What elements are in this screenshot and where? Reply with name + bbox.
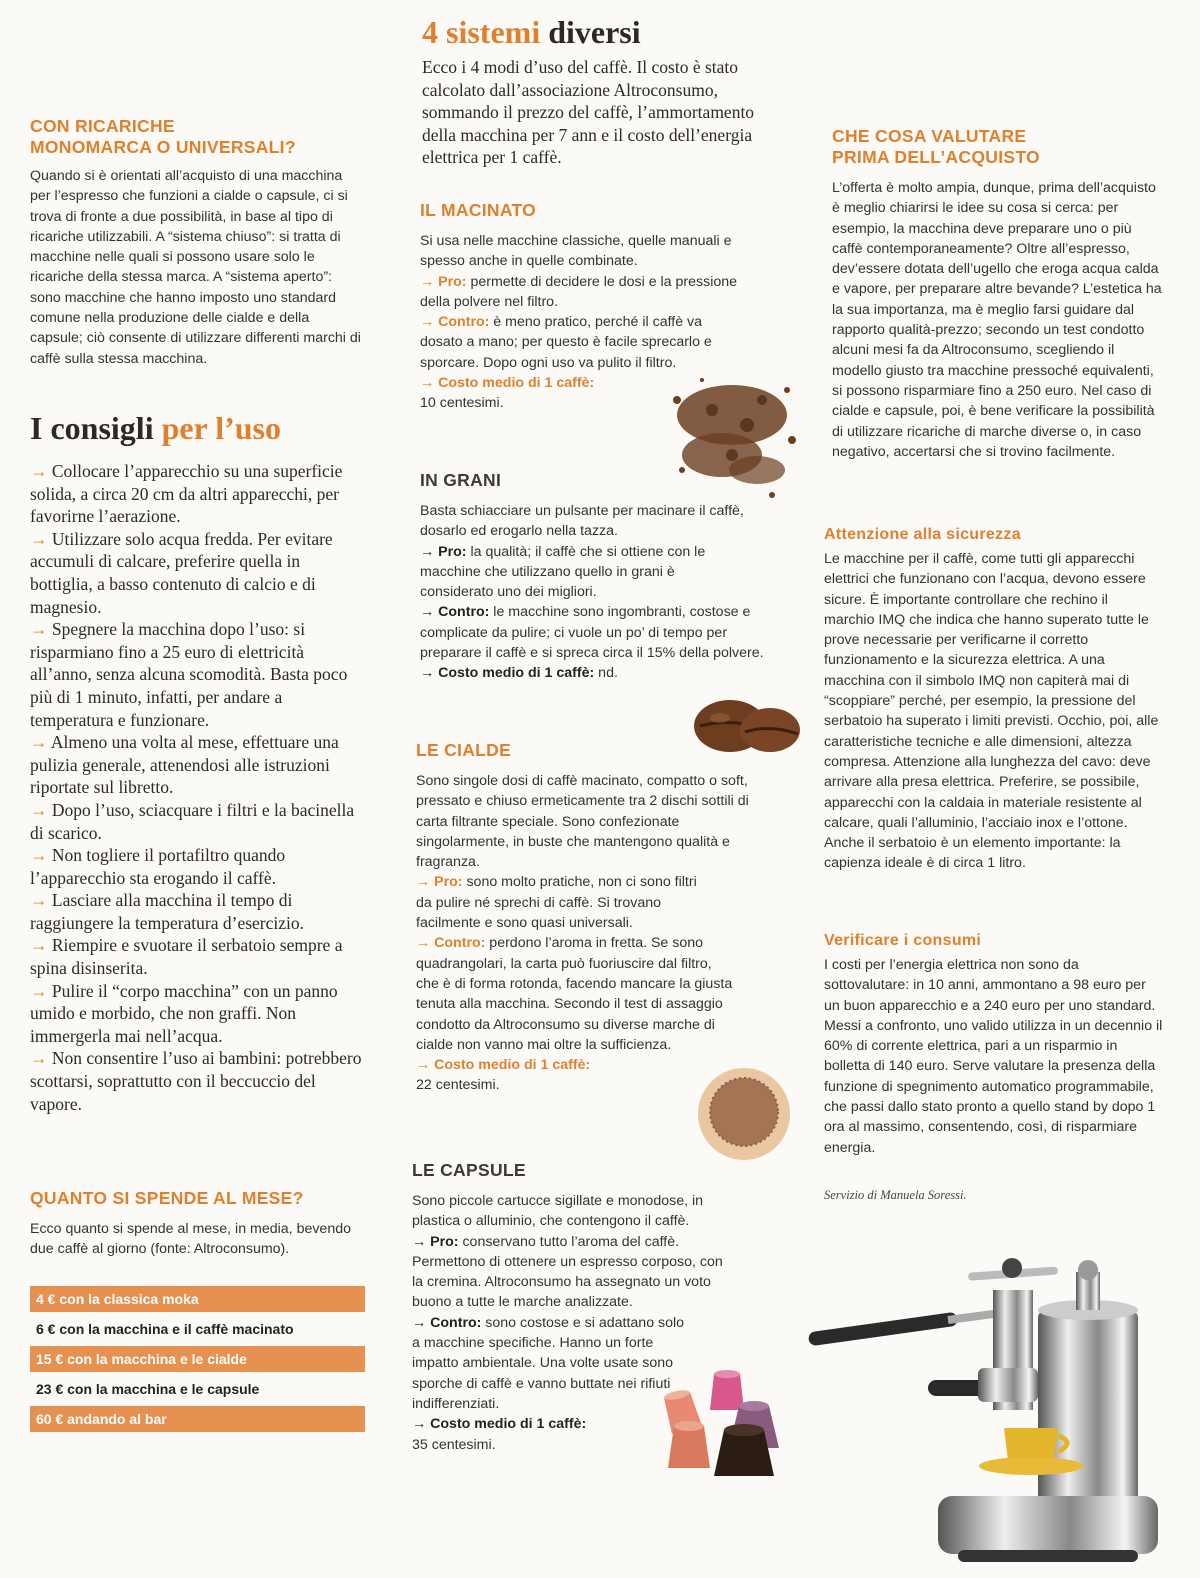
tip-text: Collocare l’apparecchio su una superficie solida, a circa 20 cm da altri apparecchi, per favorirne l’aerazione. bbox=[30, 461, 343, 527]
macinato-pro bbox=[420, 272, 770, 313]
contro-label-text: Contro: bbox=[434, 935, 486, 952]
tip-item bbox=[30, 528, 365, 618]
tip-item bbox=[30, 731, 365, 799]
contro-label: → Contro: bbox=[416, 935, 486, 952]
arrow-icon: → bbox=[30, 1048, 48, 1069]
ricariche-body: Quando si è orientati all’acquisto di una macchina per l’espresso che funzioni a cialde o capsule, ci si trova di fronte a due possibilità, in base al tipo di ricariche utilizzabili. A “sistema chiuso”: si tratta di macchine nelle quali si possono usare solo le ricariche della stessa marca. A “sistema aperto”: sono macchine che hanno imposto uno standard comune nella produzione delle cialde e della capsule; ciò consente di utilizzare differenti marchi di caffè sulla stessa macchina. bbox=[30, 168, 361, 367]
coffee-pod-image bbox=[694, 1062, 792, 1162]
sistemi-title-accent: 4 sistemi bbox=[422, 14, 541, 50]
valutare-body: L’offerta è molto ampia, dunque, prima dell’acquisto è meglio chiarirsi le idee su cosa si cerca: per esempio, la macchina deve preparare uno o più caffè contemporaneamente? Oltre all’espresso, dev’essere dotata dell’ugello che eroga acqua calda e vapore, per preparare altre bevande? L’estetica ha la sua importanza, ma è meglio farsi guidare dal rapporto qualità-prezzo; secondo un test condotto alcuni mesi fa da Altroconsumo, scegliendo il modello giusto tra macchine pressoché equivalenti, si possono risparmiare fino a 250 euro. Nel caso di cialde e capsule, poi, è bene verificare la possibilità di utilizzare ricariche di marche diverse o, in caso negativo, accertarsi che si trovino facilmente. bbox=[832, 180, 1162, 460]
arrow-icon: → bbox=[30, 799, 48, 820]
spesa-row: 15 € con la macchina e le cialde bbox=[30, 1346, 365, 1372]
cialde-pro bbox=[416, 872, 716, 933]
costo-label: → Costo medio di 1 caffè: bbox=[420, 375, 595, 392]
spesa-table bbox=[30, 1286, 365, 1432]
ricariche-title-line1: CON RICARICHE bbox=[30, 116, 175, 136]
tip-text: Utilizzare solo acqua fredda. Per evitare accumuli di calcare, preferire quella in bottiglia, a basso contenuto di calcio e di magnesio. bbox=[30, 528, 333, 617]
capsule-costo-value: 35 centesimi. bbox=[412, 1436, 496, 1453]
contro-label: → Contro: bbox=[420, 604, 490, 621]
tip-text: Spegnere la macchina dopo l’uso: si risparmiano fino a 25 euro di elettricità all’anno, senza alcuna scomodità. Basta poco più di 1 minuto, infatti, per andare a temperatura e funzionare. bbox=[30, 619, 348, 730]
grani-costo-value: nd. bbox=[594, 665, 618, 682]
cialde-intro: Sono singole dosi di caffè macinato, compatto o soft, pressato e chiuso ermeticamente tra 2 dischi sottili di carta filtrante speciale. Sono confezionate singolarmente, in buste che mantengono qualità e fragranza. bbox=[416, 773, 749, 871]
tip-item bbox=[30, 799, 365, 844]
arrow-icon: → bbox=[30, 528, 48, 549]
consigli-title-plain: I consigli bbox=[30, 410, 162, 446]
pro-label-text: Pro: bbox=[438, 543, 467, 560]
capsule-contro-text: sono costose e si adattano solo a macchine specifiche. Hanno un forte impatto ambientale. Una volte usate sono sporche di caffè e vanno buttate nei rifiuti indifferenziati. bbox=[412, 1314, 685, 1412]
valutare-title-line1: CHE COSA VALUTARE bbox=[832, 126, 1027, 146]
sistemi-title-plain: diversi bbox=[540, 14, 641, 50]
sistemi-header bbox=[422, 14, 802, 169]
pro-label-text: Pro: bbox=[430, 1233, 459, 1250]
espresso-machine-image bbox=[808, 1250, 1168, 1570]
cialde-pro-text: sono molto pratiche, non ci sono filtri da pulire né sprechi di caffè. Si trovano facilmente e sono quasi universali. bbox=[416, 874, 697, 932]
tip-text: Non consentire l’uso ai bambini: potrebbero scottarsi, soprattutto con il beccuccio del vapore. bbox=[30, 1048, 362, 1114]
credit-line: Servizio di Manuela Soressi. bbox=[824, 1188, 967, 1202]
capsule-title: LE CAPSULE bbox=[412, 1160, 526, 1180]
tip-item bbox=[30, 460, 365, 528]
sicurezza-body: Le macchine per il caffè, come tutti gli apparecchi elettrici che funzionano con l’acqua, devono essere sicure. È importante controllare che rechino il marchio IMQ che indica che hanno superato tutte le prove necessarie per verificarne il corretto funzionamento e la sicurezza elettrica. A una macchina con il simbolo IMQ non capiterà mai di “scoppiare” perché, per esempio, la pressione del serbatoio ha superato i limiti previsti. Occhio, poi, alle caratteristiche tecniche e alle dimensioni, altezza compresa. Attenzione alla lunghezza del cavo: deve arrivare alla presa elettrica. Preferire, se possibile, apparecchi con la caldaia in materiale resistente al calcare, quali l’alluminio, l’acciaio inox e l’ottone. Anche il serbatoio è un elemento importante: la capienza ideale è di circa 1 litro. bbox=[824, 551, 1159, 872]
sistemi-title bbox=[422, 14, 802, 50]
ricariche-title-line2: MONOMARCA O UNIVERSALI? bbox=[30, 137, 296, 157]
contro-label: → Contro: bbox=[420, 314, 490, 331]
macinato-contro-text: è meno pratico, perché il caffè va dosato a mano; per questo è facile sprecarlo e sporcare. Dopo ogni uso va pulito il filtro. bbox=[420, 314, 712, 371]
pro-label-text: Pro: bbox=[434, 874, 463, 891]
macinato-pro-text: permette di decidere le dosi e la pressione della polvere nel filtro. bbox=[420, 273, 738, 310]
spesa-row: 4 € con la classica moka bbox=[30, 1286, 365, 1312]
capsule-pro-text: conservano tutto l’aroma del caffè. Permettono di ottenere un espresso corposo, con la cremina. Altroconsumo ha assegnato un voto buono a tutte le marche analizzate. bbox=[412, 1233, 723, 1311]
spesa-row: 6 € con la macchina e il caffè macinato bbox=[36, 1320, 294, 1337]
pro-label: → Pro: bbox=[412, 1233, 459, 1250]
spesa-title: QUANTO SI SPENDE AL MESE? bbox=[30, 1188, 304, 1208]
arrow-icon: → bbox=[30, 619, 48, 640]
sicurezza-section bbox=[824, 524, 1159, 874]
costo-label: → Costo medio di 1 caffè: bbox=[420, 665, 595, 682]
contro-label-text: Contro: bbox=[430, 1314, 482, 1331]
grani-contro bbox=[420, 602, 770, 663]
spesa-row: 23 € con la macchina e le capsule bbox=[36, 1380, 260, 1397]
pro-label: → Pro: bbox=[416, 874, 463, 891]
ricariche-section bbox=[30, 116, 365, 369]
capsule-intro: Sono piccole cartucce sigillate e monodose, in plastica o alluminio, che contengono il caffè. bbox=[412, 1193, 704, 1230]
arrow-icon: → bbox=[30, 890, 48, 911]
cialde-contro-text: perdono l’aroma in fretta. Se sono quadrangolari, la carta può fuoriuscire dal filtro, che è di forma rotonda, facendo mancare la giusta tenuta alla macchina. Secondo il test di assaggio condotto da Altroconsumo su diverse marche di cialde non vanno mai oltre la sufficienza. bbox=[416, 935, 733, 1053]
pro-label-text: Pro: bbox=[438, 273, 467, 290]
costo-label: → Costo medio di 1 caffè: bbox=[416, 1057, 591, 1074]
arrow-icon: → bbox=[30, 980, 48, 1001]
costo-label-text: Costo medio di 1 caffè: bbox=[434, 1057, 591, 1074]
consigli-title bbox=[30, 410, 365, 446]
arrow-icon: → bbox=[30, 732, 48, 753]
grani-contro-text: le macchine sono ingombranti, costose e complicate da pulire; ci vuole un po’ di tempo per preparare il caffè e si spreca circa il 15% della polvere. bbox=[420, 604, 764, 662]
consigli-section bbox=[30, 410, 365, 1115]
costo-label-text: Costo medio di 1 caffè: bbox=[430, 1416, 587, 1433]
tip-item bbox=[30, 980, 365, 1048]
arrow-icon: → bbox=[30, 461, 48, 481]
costo-label-text: Costo medio di 1 caffè: bbox=[438, 375, 595, 392]
spesa-row: 60 € andando al bar bbox=[30, 1406, 365, 1432]
macinato-title: IL MACINATO bbox=[420, 200, 537, 220]
pro-label: → Pro: bbox=[420, 543, 467, 560]
macinato-costo-value: 10 centesimi. bbox=[420, 395, 504, 412]
sistemi-intro: Ecco i 4 modi d’uso del caffè. Il costo è stato calcolato dall’associazione Altroconsumo, sommando il prezzo del caffè, l’ammortamento della macchina per 7 ann e il costo dell’energia elettrica per 1 caffè. bbox=[422, 57, 755, 168]
tip-text: Non togliere il portafiltro quando l’apparecchio sta erogando il caffè. bbox=[30, 845, 286, 888]
sicurezza-title: Attenzione alla sicurezza bbox=[824, 526, 1021, 543]
tip-text: Riempire e svuotare il serbatoio sempre a spina disinserita. bbox=[30, 935, 343, 979]
grani-pro bbox=[420, 542, 720, 603]
arrow-icon: → bbox=[30, 935, 48, 956]
tip-text: Dopo l’uso, sciacquare i filtri e la bacinella di scarico. bbox=[30, 799, 355, 843]
consumi-title: Verificare i consumi bbox=[824, 932, 982, 949]
cialde-title: LE CIALDE bbox=[416, 740, 512, 760]
contro-label-text: Contro: bbox=[438, 604, 490, 621]
tip-item bbox=[30, 934, 365, 979]
tips-list bbox=[30, 460, 365, 1115]
valutare-section bbox=[832, 126, 1162, 462]
cialde-costo-value: 22 centesimi. bbox=[416, 1077, 500, 1094]
tip-item bbox=[30, 618, 365, 731]
capsule-pro bbox=[412, 1232, 732, 1313]
contro-label: → Contro: bbox=[412, 1314, 482, 1331]
consigli-title-accent: per l’uso bbox=[161, 410, 281, 446]
consumi-section bbox=[824, 930, 1164, 1158]
cialde-contro bbox=[416, 933, 736, 1055]
tip-item bbox=[30, 1047, 365, 1115]
grani-title: IN GRANI bbox=[420, 470, 502, 490]
costo-label: → Costo medio di 1 caffè: bbox=[412, 1416, 587, 1433]
valutare-title-line2: PRIMA DELL’ACQUISTO bbox=[832, 147, 1040, 167]
spesa-intro: Ecco quanto si spende al mese, in media, bevendo due caffè al giorno (fonte: Altroconsumo). bbox=[30, 1221, 351, 1258]
valutare-title bbox=[832, 126, 1162, 168]
ricariche-title bbox=[30, 116, 365, 158]
arrow-icon: → bbox=[30, 845, 48, 866]
contro-label-text: Contro: bbox=[438, 314, 490, 331]
costo-label-text: Costo medio di 1 caffè: bbox=[438, 665, 595, 682]
tip-text: Lasciare alla macchina il tempo di raggiungere la temperatura d’esercizio. bbox=[30, 890, 305, 933]
grani-intro: Basta schiacciare un pulsante per macinare il caffè, dosarlo ed erogarlo nella tazza. bbox=[420, 503, 744, 540]
tip-item bbox=[30, 844, 365, 889]
pro-label: → Pro: bbox=[420, 273, 467, 290]
coffee-capsules-image bbox=[644, 1368, 804, 1478]
tip-text: Almeno una volta al mese, effettuare una pulizia generale, attenendosi alle istruzioni riportate sul libretto. bbox=[30, 732, 339, 798]
consumi-body: I costi per l’energia elettrica non sono da sottovalutare: in 10 anni, ammontano a 98 euro per un buon apparecchio e a 240 euro per uno standard. Messi a confronto, uno valido utilizza in un decennio il 60% di corrente elettrica, pari a un risparmio in bolletta di 140 euro. Serve valutare la presenza della funzione di spegnimento automatico programmabile, che passi dallo stato pronto a quello stand by dopo 1 ora al massimo, consentendo, così, di risparmiare energia. bbox=[824, 957, 1163, 1156]
grani-pro-text: la qualità; il caffè che si ottiene con le macchine che utilizzano quello in grani è considerato uno dei migliori. bbox=[420, 543, 706, 601]
macinato-intro: Si usa nelle macchine classiche, quelle manuali e spesso anche in quelle combinate. bbox=[420, 233, 732, 270]
cialde-section bbox=[416, 740, 776, 1096]
tip-item bbox=[30, 889, 365, 934]
grani-costo bbox=[420, 663, 770, 683]
tip-text: Pulire il “corpo macchina” con un panno umido e morbido, che non graffi. Non immergerla mai nell’acqua. bbox=[30, 980, 338, 1046]
spesa-section bbox=[30, 1188, 365, 1436]
grani-section bbox=[420, 470, 770, 684]
